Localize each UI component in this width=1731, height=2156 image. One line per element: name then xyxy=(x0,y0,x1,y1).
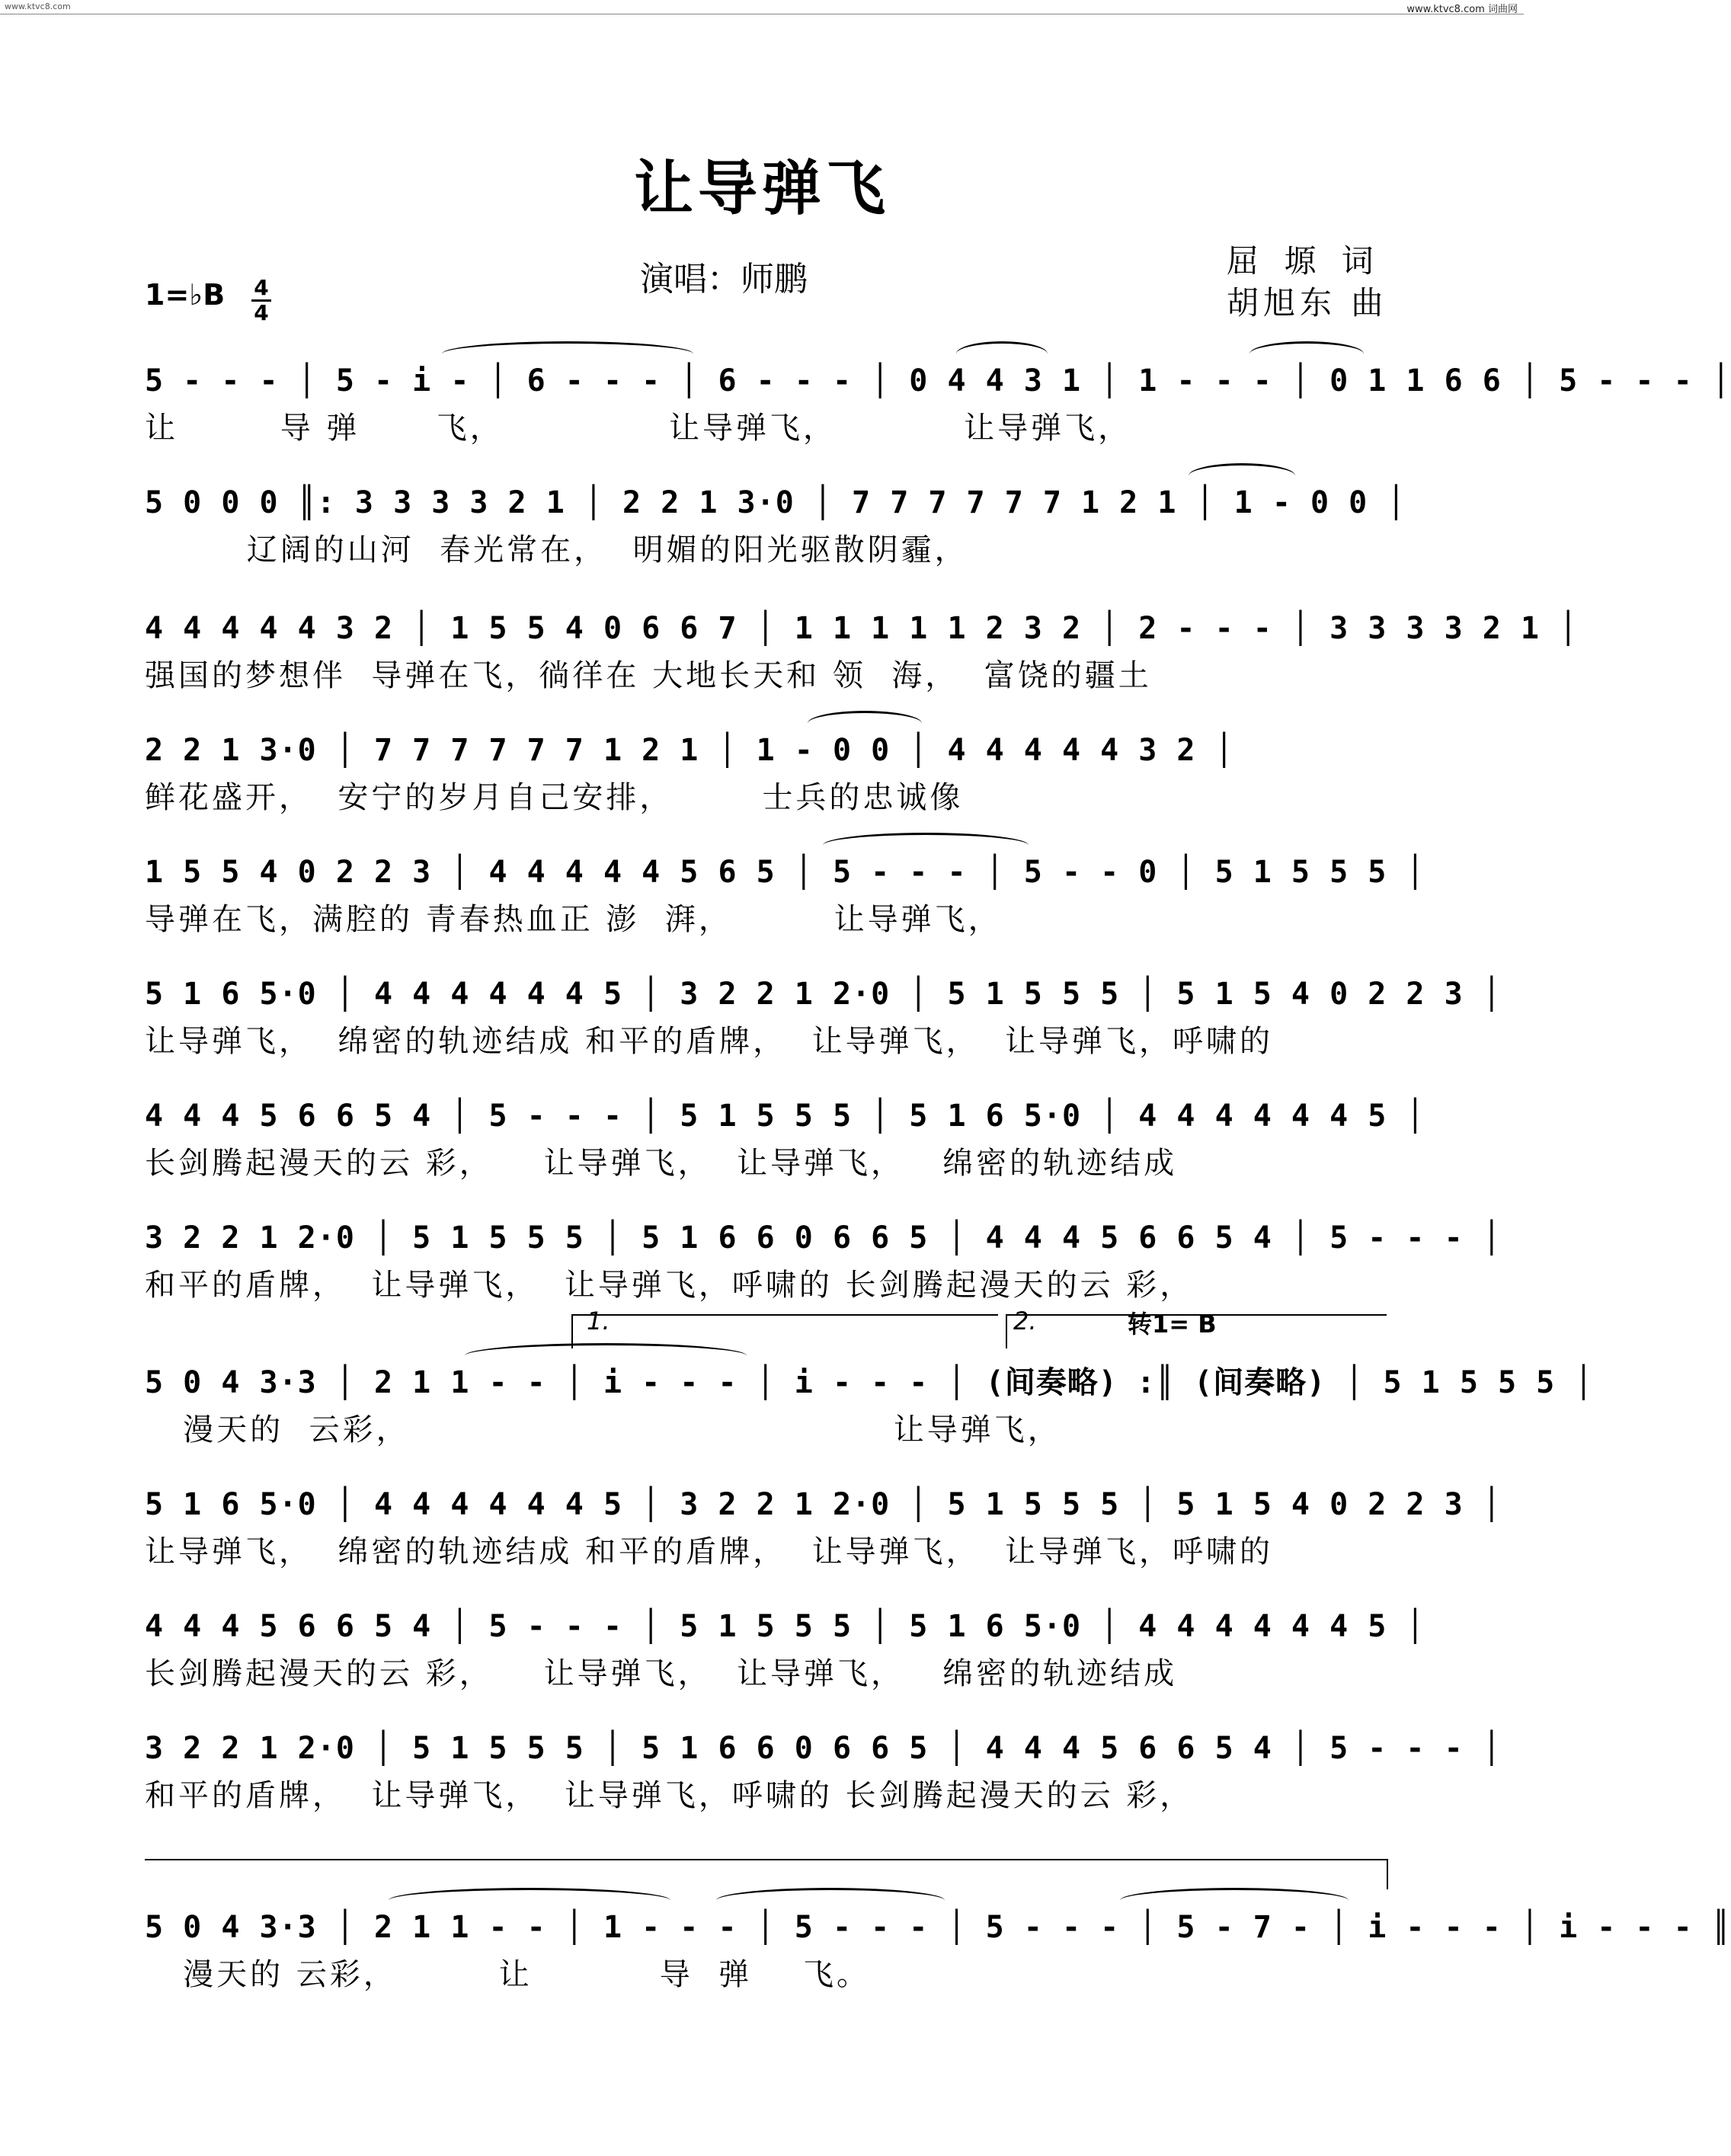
notes-line: 3 2 2 1 2·0 │ 5 1 5 5 5 │ 5 1 6 6 0 6 6 5 │ 4 4 4 5 6 6 5 4 │ 5 - - - │ xyxy=(145,1731,1502,1766)
tie-arc xyxy=(808,711,922,736)
notes-line: 5 1 6 5·0 │ 4 4 4 4 4 4 5 │ 3 2 2 1 2·0 │ 5 1 5 5 5 │ 5 1 5 4 0 2 2 3 │ xyxy=(145,1487,1502,1522)
notes-line: 5 1 6 5·0 │ 4 4 4 4 4 4 5 │ 3 2 2 1 2·0 │ 5 1 5 5 5 │ 5 1 5 4 0 2 2 3 │ xyxy=(145,977,1502,1012)
notes-line: 5 - - - │ 5 - i - │ 6 - - - │ 6 - - - │ 0 4 4 3 1 │ 1 - - - │ 0 1 1 6 6 │ 5 - - - │ xyxy=(145,363,1731,398)
tie-arc xyxy=(1189,463,1295,488)
time-top: 4 xyxy=(254,275,269,300)
header-site-url-left: www.ktvc8.com xyxy=(5,2,71,11)
time-signature xyxy=(251,277,271,325)
tie-arc xyxy=(465,1343,747,1368)
lyrics-line: 长剑腾起漫天的云 彩， 让导弹飞， 让导弹飞， 绵密的轨迹结成 xyxy=(145,1146,1178,1181)
lyrics-line: 辽阔的山河 春光常在， 明媚的阳光驱散阴霾， xyxy=(145,533,968,568)
composer-credit: 胡旭东 曲 xyxy=(1227,284,1388,321)
lyrics-line: 强国的梦想伴 导弹在飞，徜徉在 大地长天和 领 海， 富饶的疆土 xyxy=(145,658,1152,693)
notes-line: 4 4 4 5 6 6 5 4 │ 5 - - - │ 5 1 5 5 5 │ 5 1 6 5·0 │ 4 4 4 4 4 4 5 │ xyxy=(145,1609,1425,1644)
tie-arc xyxy=(956,341,1048,366)
key-signature xyxy=(145,275,269,325)
lyrics-line: 让导弹飞， 绵密的轨迹结成 和平的盾牌， 让导弹飞， 让导弹飞，呼啸的 xyxy=(145,1024,1274,1059)
notes-line: 5 0 4 3·3 │ 2 1 1 - - │ i - - - │ i - - - │ (间奏略) :║ (间奏略) │ 5 1 5 5 5 │ xyxy=(145,1365,1594,1400)
ending-bracket-edge xyxy=(1387,1859,1388,1889)
page-header xyxy=(0,0,1524,15)
notes-line: 1 5 5 4 0 2 2 3 │ 4 4 4 4 4 5 6 5 │ 5 - - - │ 5 - - 0 │ 5 1 5 5 5 │ xyxy=(145,855,1425,890)
lyrics-line: 让导弹飞， 绵密的轨迹结成 和平的盾牌， 让导弹飞， 让导弹飞，呼啸的 xyxy=(145,1534,1274,1569)
tie-arc xyxy=(823,833,1029,858)
lyrics-line: 漫天的 云彩， 让导弹飞， xyxy=(145,1412,1061,1447)
tie-arc xyxy=(1120,1888,1349,1913)
lyrics-line: 让 导 弹 飞， 让导弹飞， 让导弹飞， xyxy=(145,411,1132,446)
volta-first: 1. xyxy=(587,1307,610,1336)
modulation-mark: 转1= B xyxy=(1128,1310,1217,1339)
tie-arc xyxy=(716,1888,945,1913)
singer-credit: 演唱：师鹏 xyxy=(640,260,808,299)
lyrics-line: 导弹在飞，满腔的 青春热血正 澎 湃， 让导弹飞， xyxy=(145,902,1002,937)
tie-arc xyxy=(442,341,693,366)
header-site-name: www.ktvc8.com 词曲网 xyxy=(1406,4,1518,15)
lyrics-line: 和平的盾牌， 让导弹飞， 让导弹飞，呼啸的 长剑腾起漫天的云 彩， xyxy=(145,1268,1194,1303)
volta-bracket-2-edge xyxy=(1006,1314,1007,1348)
notes-line: 2 2 1 3·0 │ 7 7 7 7 7 7 1 2 1 │ 1 - 0 0 │ 4 4 4 4 4 3 2 │ xyxy=(145,733,1234,768)
notes-line: 4 4 4 4 4 3 2 │ 1 5 5 4 0 6 6 7 │ 1 1 1 1 1 2 3 2 │ 2 - - - │ 3 3 3 3 2 1 │ xyxy=(145,611,1579,646)
time-bottom: 4 xyxy=(254,300,269,325)
notes-line: 4 4 4 5 6 6 5 4 │ 5 - - - │ 5 1 5 5 5 │ 5 1 6 5·0 │ 4 4 4 4 4 4 5 │ xyxy=(145,1099,1425,1134)
volta-bracket-1 xyxy=(571,1314,998,1316)
notes-line: 5 0 0 0 ║: 3 3 3 3 2 1 │ 2 2 1 3·0 │ 7 7 7 7 7 7 1 2 1 │ 1 - 0 0 │ xyxy=(145,485,1406,520)
notes-line: 5 0 4 3·3 │ 2 1 1 - - │ 1 - - - │ 5 - - - │ 5 - - - │ 5 - 7 - │ i - - - │ i - - - ║ xyxy=(145,1910,1731,1945)
key-label: 1=♭B xyxy=(145,278,226,312)
ending-bracket xyxy=(145,1859,1387,1860)
lyrics-line: 长剑腾起漫天的云 彩， 让导弹飞， 让导弹飞， 绵密的轨迹结成 xyxy=(145,1656,1178,1691)
notes-line: 3 2 2 1 2·0 │ 5 1 5 5 5 │ 5 1 6 6 0 6 6 5 │ 4 4 4 5 6 6 5 4 │ 5 - - - │ xyxy=(145,1220,1502,1256)
tie-arc xyxy=(389,1888,670,1913)
lyricist-credit: 屈 塬 词 xyxy=(1227,242,1381,280)
song-title: 让导弹飞 xyxy=(633,154,890,223)
lyrics-line: 和平的盾牌， 让导弹飞， 让导弹飞，呼啸的 长剑腾起漫天的云 彩， xyxy=(145,1778,1194,1813)
volta-bracket-2 xyxy=(1006,1314,1387,1316)
tie-arc xyxy=(1249,341,1364,366)
volta-second: 2. xyxy=(1013,1307,1037,1336)
lyrics-line: 鲜花盛开， 安宁的岁月自己安排， 士兵的忠诚像 xyxy=(145,780,964,815)
lyrics-line: 漫天的 云彩， 让 导 弹 飞。 xyxy=(145,1957,871,1992)
